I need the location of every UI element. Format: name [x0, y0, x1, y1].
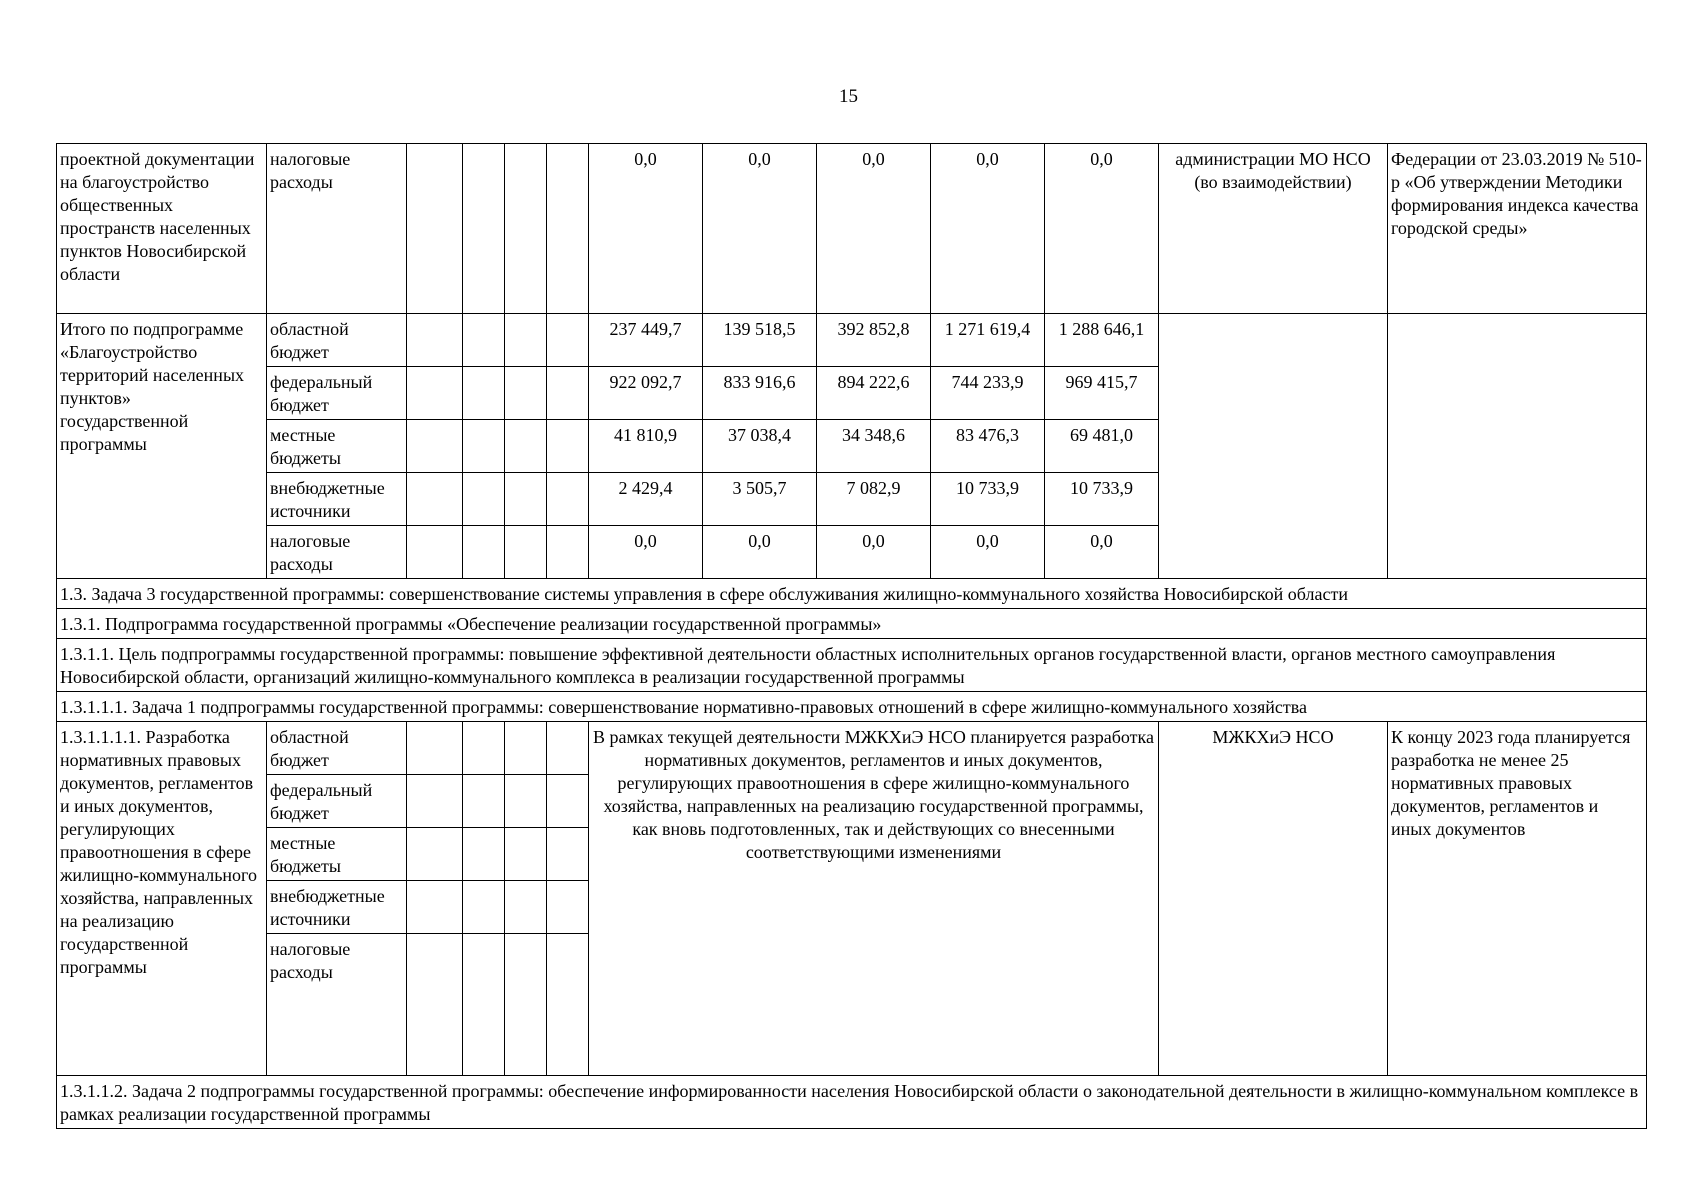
value-cell: 34 348,6 [817, 420, 931, 473]
value-cell: 10 733,9 [931, 473, 1045, 526]
value-cell: 0,0 [1045, 526, 1159, 579]
code-cell [463, 144, 505, 314]
measure-description-cell: В рамках текущей деятельности МЖКХиЭ НСО планируется разработка нормативных документов, регламентов и иных документов, регулирующих правоотношения в сфере жилищно-коммунального хозяйства, направленных на реализацию государственной программы, как вновь подготовленных, так и действующих со внесенными соответствующими изменениями [589, 722, 1159, 1076]
code-cell [547, 828, 589, 881]
code-cell [407, 420, 463, 473]
measure-name-cell: проектной документации на благоустройство общественных пространств населенных пунктов Новосибирской области [57, 144, 267, 314]
code-cell [547, 881, 589, 934]
code-cell [505, 473, 547, 526]
code-cell [505, 828, 547, 881]
code-cell [547, 144, 589, 314]
funding-source-cell: местные бюджеты [267, 828, 407, 881]
value-cell: 894 222,6 [817, 367, 931, 420]
value-cell: 2 429,4 [589, 473, 703, 526]
measure-name-cell: 1.3.1.1.1.1. Разработка нормативных правовых документов, регламентов и иных документов, регулирующих правоотношения в сфере жилищно-коммунального хозяйства, направленных на реализацию государственной программы [57, 722, 267, 1076]
value-cell: 0,0 [817, 526, 931, 579]
table-row [57, 609, 1647, 639]
funding-source-cell: налоговые расходы [267, 526, 407, 579]
value-cell: 0,0 [589, 526, 703, 579]
code-cell [547, 420, 589, 473]
value-cell: 0,0 [931, 526, 1045, 579]
code-cell [547, 722, 589, 775]
value-cell: 1 271 619,4 [931, 314, 1045, 367]
table-row [57, 144, 1647, 314]
funding-source-cell: федеральный бюджет [267, 367, 407, 420]
funding-source-cell: внебюджетные источники [267, 473, 407, 526]
executor-cell [1159, 314, 1388, 579]
section-heading: 1.3. Задача 3 государственной программы: совершенствование системы управления в сфере обслуживания жилищно-коммунального хозяйства Новосибирской области [57, 579, 1647, 609]
code-cell [463, 420, 505, 473]
value-cell: 0,0 [931, 144, 1045, 314]
code-cell [463, 828, 505, 881]
funding-source-cell: областной бюджет [267, 314, 407, 367]
value-cell: 392 852,8 [817, 314, 931, 367]
table-row [57, 639, 1647, 692]
code-cell [505, 775, 547, 828]
code-cell [505, 144, 547, 314]
value-cell: 41 810,9 [589, 420, 703, 473]
code-cell [505, 881, 547, 934]
page-number: 15 [839, 86, 858, 107]
table-row [57, 722, 1647, 775]
value-cell: 69 481,0 [1045, 420, 1159, 473]
value-cell: 83 476,3 [931, 420, 1045, 473]
value-cell: 1 288 646,1 [1045, 314, 1159, 367]
section-heading: 1.3.1.1.2. Задача 2 подпрограммы государственной программы: обеспечение информированности населения Новосибирской области о законодательной деятельности в жилищно-коммунальном комплексе в рамках реализации государственной программы [57, 1076, 1647, 1129]
code-cell [407, 473, 463, 526]
section-heading: 1.3.1.1.1. Задача 1 подпрограммы государственной программы: совершенствование нормативно-правовых отношений в сфере жилищно-коммунального хозяйства [57, 692, 1647, 722]
code-cell [407, 775, 463, 828]
code-cell [547, 934, 589, 1076]
value-cell: 0,0 [817, 144, 931, 314]
code-cell [505, 526, 547, 579]
value-cell: 237 449,7 [589, 314, 703, 367]
code-cell [505, 934, 547, 1076]
section-heading: 1.3.1. Подпрограмма государственной программы «Обеспечение реализации государственной программы» [57, 609, 1647, 639]
code-cell [547, 473, 589, 526]
value-cell: 7 082,9 [817, 473, 931, 526]
code-cell [463, 722, 505, 775]
code-cell [407, 144, 463, 314]
code-cell [407, 934, 463, 1076]
code-cell [407, 314, 463, 367]
code-cell [505, 367, 547, 420]
code-cell [407, 526, 463, 579]
value-cell: 833 916,6 [703, 367, 817, 420]
value-cell: 0,0 [589, 144, 703, 314]
value-cell: 0,0 [703, 526, 817, 579]
code-cell [505, 722, 547, 775]
table-row [57, 579, 1647, 609]
value-cell: 0,0 [703, 144, 817, 314]
table-row [57, 692, 1647, 722]
code-cell [407, 367, 463, 420]
value-cell: 139 518,5 [703, 314, 817, 367]
funding-source-cell: налоговые расходы [267, 934, 407, 1076]
code-cell [407, 828, 463, 881]
code-cell [547, 367, 589, 420]
value-cell: 744 233,9 [931, 367, 1045, 420]
code-cell [547, 775, 589, 828]
code-cell [547, 526, 589, 579]
code-cell [463, 314, 505, 367]
funding-source-cell: местные бюджеты [267, 420, 407, 473]
executor-cell: МЖКХиЭ НСО [1159, 722, 1388, 1076]
value-cell: 922 092,7 [589, 367, 703, 420]
code-cell [463, 881, 505, 934]
code-cell [463, 473, 505, 526]
code-cell [407, 881, 463, 934]
value-cell: 10 733,9 [1045, 473, 1159, 526]
funding-source-cell: федеральный бюджет [267, 775, 407, 828]
value-cell: 37 038,4 [703, 420, 817, 473]
code-cell [407, 722, 463, 775]
result-cell [1388, 314, 1647, 579]
executor-cell: администрации МО НСО (во взаимодействии) [1159, 144, 1388, 314]
total-name-cell: Итого по подпрограмме «Благоустройство территорий населенных пунктов» государственной программы [57, 314, 267, 579]
value-cell: 3 505,7 [703, 473, 817, 526]
funding-source-cell: внебюджетные источники [267, 881, 407, 934]
code-cell [547, 314, 589, 367]
value-cell: 0,0 [1045, 144, 1159, 314]
value-cell: 969 415,7 [1045, 367, 1159, 420]
code-cell [463, 526, 505, 579]
result-cell: Федерации от 23.03.2019 № 510-р «Об утверждении Методики формирования индекса качества городской среды» [1388, 144, 1647, 314]
funding-source-cell: областной бюджет [267, 722, 407, 775]
code-cell [505, 314, 547, 367]
funding-source-cell: налоговые расходы [267, 144, 407, 314]
code-cell [463, 367, 505, 420]
section-heading: 1.3.1.1. Цель подпрограммы государственной программы: повышение эффективной деятельности областных исполнительных органов государственной власти, органов местного самоуправления Новосибирской области, организаций жилищно-коммунального комплекса в реализации государственной программы [57, 639, 1647, 692]
table-row [57, 314, 1647, 367]
table-row [57, 1076, 1647, 1129]
result-cell: К концу 2023 года планируется разработка не менее 25 нормативных правовых документов, регламентов и иных документов [1388, 722, 1647, 1076]
code-cell [463, 775, 505, 828]
program-table [56, 143, 1647, 1129]
code-cell [505, 420, 547, 473]
code-cell [463, 934, 505, 1076]
